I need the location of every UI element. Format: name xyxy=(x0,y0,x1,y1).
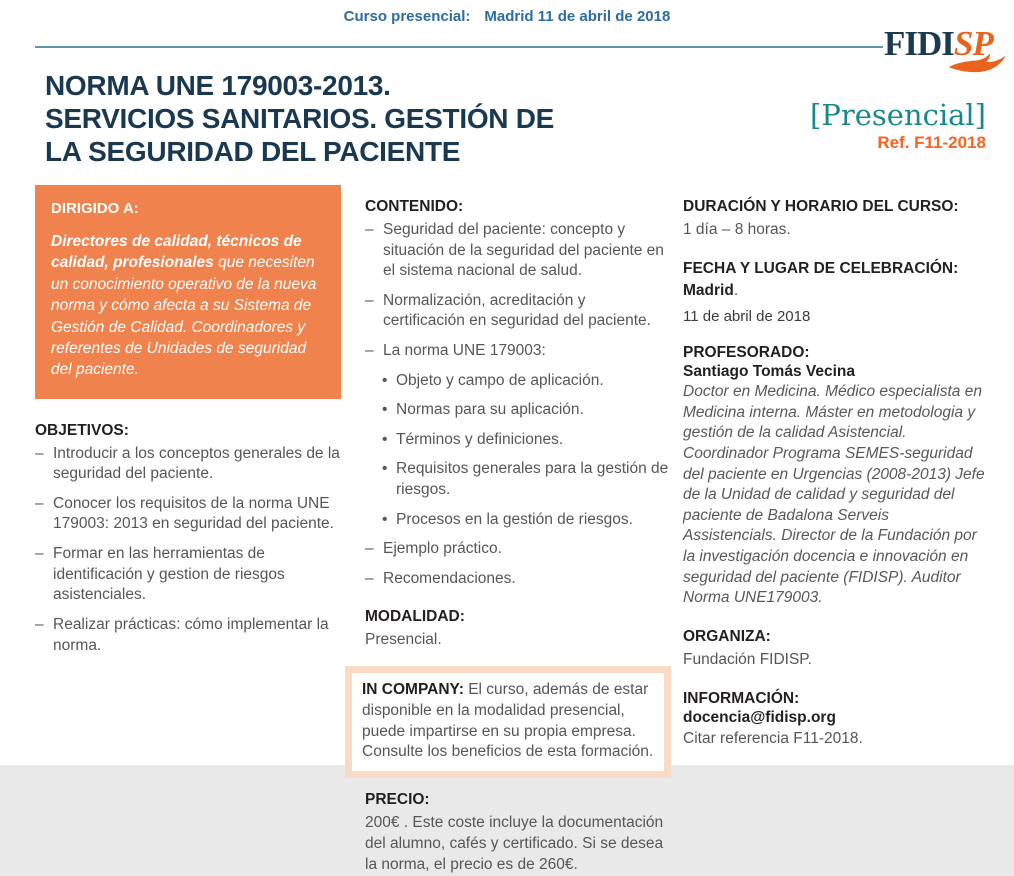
fecha-section xyxy=(683,260,985,325)
middle-column xyxy=(362,185,671,876)
modality-badge: [Presencial] xyxy=(810,98,986,132)
duracion-heading: DURACIÓN Y HORARIO DEL CURSO: xyxy=(683,198,959,215)
profesorado-section xyxy=(683,344,985,609)
precio-section xyxy=(365,791,671,876)
fecha-city-line xyxy=(683,282,985,300)
precio-heading: PRECIO: xyxy=(365,790,430,808)
in-company-text xyxy=(362,680,654,762)
left-column xyxy=(35,185,341,665)
profesorado-name: Santiago Tomás Vecina xyxy=(683,362,855,380)
course-date-header: Madrid 11 de abril de 2018 xyxy=(484,8,671,25)
contenido-list xyxy=(365,220,671,590)
logo-text-fidi: FIDI xyxy=(884,24,954,63)
fecha-date: 11 de abril de 2018 xyxy=(683,307,811,325)
fidisp-logo xyxy=(884,24,994,76)
title-block xyxy=(45,70,685,168)
page-title xyxy=(45,70,685,168)
list-item: – La norma UNE 179003: xyxy=(365,341,671,362)
logo-text-sp: SP xyxy=(953,24,993,63)
modalidad-heading: MODALIDAD: xyxy=(365,607,465,625)
right-column xyxy=(683,185,985,769)
top-header xyxy=(0,8,1014,25)
objetivos-section xyxy=(35,422,341,656)
precio-text: 200€ . Este coste incluye la documentación del alumno, cafés y certificado. Si se desea la norma, el precio es de 260€. xyxy=(365,813,664,873)
dirigido-heading: DIRIGIDO A: xyxy=(51,200,139,217)
fecha-city: Madrid xyxy=(683,281,734,299)
organiza-heading: ORGANIZA: xyxy=(683,627,771,645)
list-item: – Normalización, acreditación y certificación en seguridad del paciente. xyxy=(365,291,671,332)
duracion-section xyxy=(683,198,985,241)
fecha-city-dot: . xyxy=(733,281,739,299)
in-company-label: IN COMPANY: xyxy=(362,681,464,699)
informacion-heading: INFORMACIÓN: xyxy=(683,689,800,707)
title-line-1: NORMA UNE 179003-2013. xyxy=(45,70,391,101)
fecha-heading: FECHA Y LUGAR DE CELEBRACIÓN: xyxy=(683,259,959,277)
in-company-box xyxy=(345,666,671,777)
organiza-value: Fundación FIDISP. xyxy=(683,650,812,668)
header-divider xyxy=(35,46,883,48)
profesorado-heading: PROFESORADO: xyxy=(683,343,810,361)
badge-block xyxy=(810,98,986,153)
profesorado-bio: Doctor en Medicina. Médico especialista en Medicina interna. Máster en metodologia y gestión de la calidad Asistencial. Coordinador Programa SEMES-seguridad del paciente en Urgencias (2008-2013) Jefe de la Unidad de calidad y seguridad del paciente de Badalona Serveis Assistencials. Director de la Fundación por la investigación docencia e innovación en seguridad del paciente (FIDISP). Auditor Norma UNE179003. xyxy=(683,383,985,607)
list-subitem: • Términos y definiciones. xyxy=(365,430,671,451)
list-item: – Ejemplo práctico. xyxy=(365,539,671,560)
contenido-heading: CONTENIDO: xyxy=(365,198,464,215)
list-item: – Recomendaciones. xyxy=(365,569,671,590)
objetivos-list xyxy=(35,444,341,656)
modalidad-section xyxy=(365,608,671,651)
list-item: – Introducir a los conceptos generales de la seguridad del paciente. xyxy=(35,444,341,485)
list-subitem: • Normas para su aplicación. xyxy=(365,400,671,421)
dirigido-body xyxy=(51,231,325,381)
title-line-3: LA SEGURIDAD DEL PACIENTE xyxy=(45,135,461,167)
informacion-section xyxy=(683,690,985,750)
dirigido-bold-intro: Directores de calidad, técnicos de calidad, profesionales xyxy=(51,233,302,272)
list-item: – Formar en las herramientas de identificación y gestion de riesgos asistenciales. xyxy=(35,544,341,606)
contenido-section xyxy=(365,198,671,590)
objetivos-heading: OBJETIVOS: xyxy=(35,421,129,439)
course-type-label: Curso presencial: xyxy=(343,8,471,25)
list-item: – Realizar prácticas: cómo implementar la norma. xyxy=(35,615,341,656)
modalidad-value: Presencial. xyxy=(365,630,442,648)
in-company-body: El curso, además de estar disponible en la modalidad presencial, puede impartirse en su propia empresa. Consulte los beneficios de esta formación. xyxy=(362,681,654,761)
dirigido-body-rest: que necesiten un conocimiento operativo de la nueva norma y cómo afecta a su Sistema de Gestión de Calidad. Coordinadores y referentes de Unidades de seguridad del paciente. xyxy=(51,254,317,379)
dirigido-box xyxy=(35,185,341,399)
list-subitem: • Objeto y campo de aplicación. xyxy=(365,371,671,392)
list-item: – Seguridad del paciente: concepto y situación de la seguridad del paciente en el sistema nacional de salud. xyxy=(365,220,671,282)
list-subitem: • Procesos en la gestión de riesgos. xyxy=(365,510,671,531)
list-subitem: • Requisitos generales para la gestión de riesgos. xyxy=(365,459,671,500)
duracion-value: 1 día – 8 horas. xyxy=(683,221,791,238)
hand-icon xyxy=(946,53,1008,73)
title-line-2: SERVICIOS SANITARIOS. GESTIÓN DE xyxy=(45,102,555,134)
reference-code: Ref. F11-2018 xyxy=(877,133,986,152)
informacion-email: docencia@fidisp.org xyxy=(683,708,836,726)
list-item: – Conocer los requisitos de la norma UNE 179003: 2013 en seguridad del paciente. xyxy=(35,494,341,535)
informacion-note: Citar referencia F11-2018. xyxy=(683,729,863,747)
organiza-section xyxy=(683,628,985,671)
